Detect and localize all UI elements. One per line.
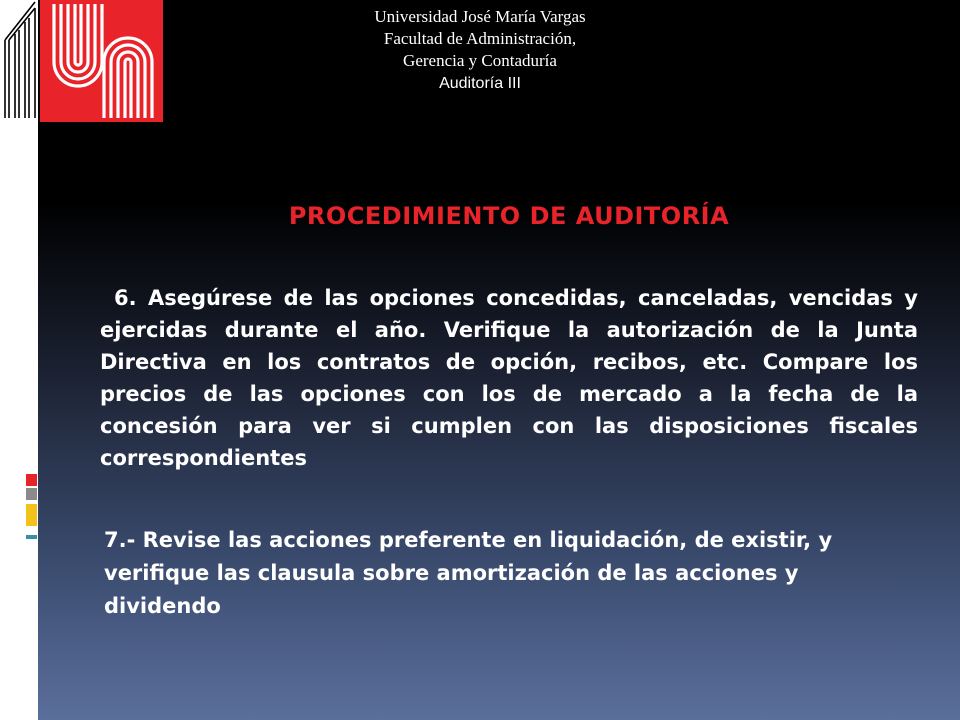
faculty-name-cont: Gerencia y Contaduría (403, 51, 557, 70)
accent-bar-red (26, 474, 37, 486)
university-name: Universidad José María Vargas (374, 7, 586, 26)
line-art-icon (1, 0, 37, 120)
header-block (300, 6, 660, 94)
accent-bar-teal (26, 535, 37, 539)
paragraph-7: 7.- Revise las acciones preferente en liquidación, de existir, y verifique las clausula sobre amortización de las acciones y dividendo (104, 528, 833, 618)
faculty-name: Facultad de Administración, (383, 29, 577, 48)
accent-bar-yellow (26, 504, 37, 526)
paragraph-6: 6. Asegúrese de las opciones concedidas, canceladas, vencidas y ejercidas durante el año. Verifique la autorización de la Junta Directiva en los contratos de opción, recibos, etc. Compare los precios de las opciones con los de mercado a la fecha de la concesión para ver si cumplen con las disposiciones fiscales correspondientes (100, 286, 918, 470)
slide-title: PROCEDIMIENTO DE AUDITORÍA (288, 202, 730, 230)
university-logo-icon (40, 0, 163, 122)
accent-bar-grey (26, 488, 37, 500)
course-name: Auditoría III (439, 75, 521, 92)
